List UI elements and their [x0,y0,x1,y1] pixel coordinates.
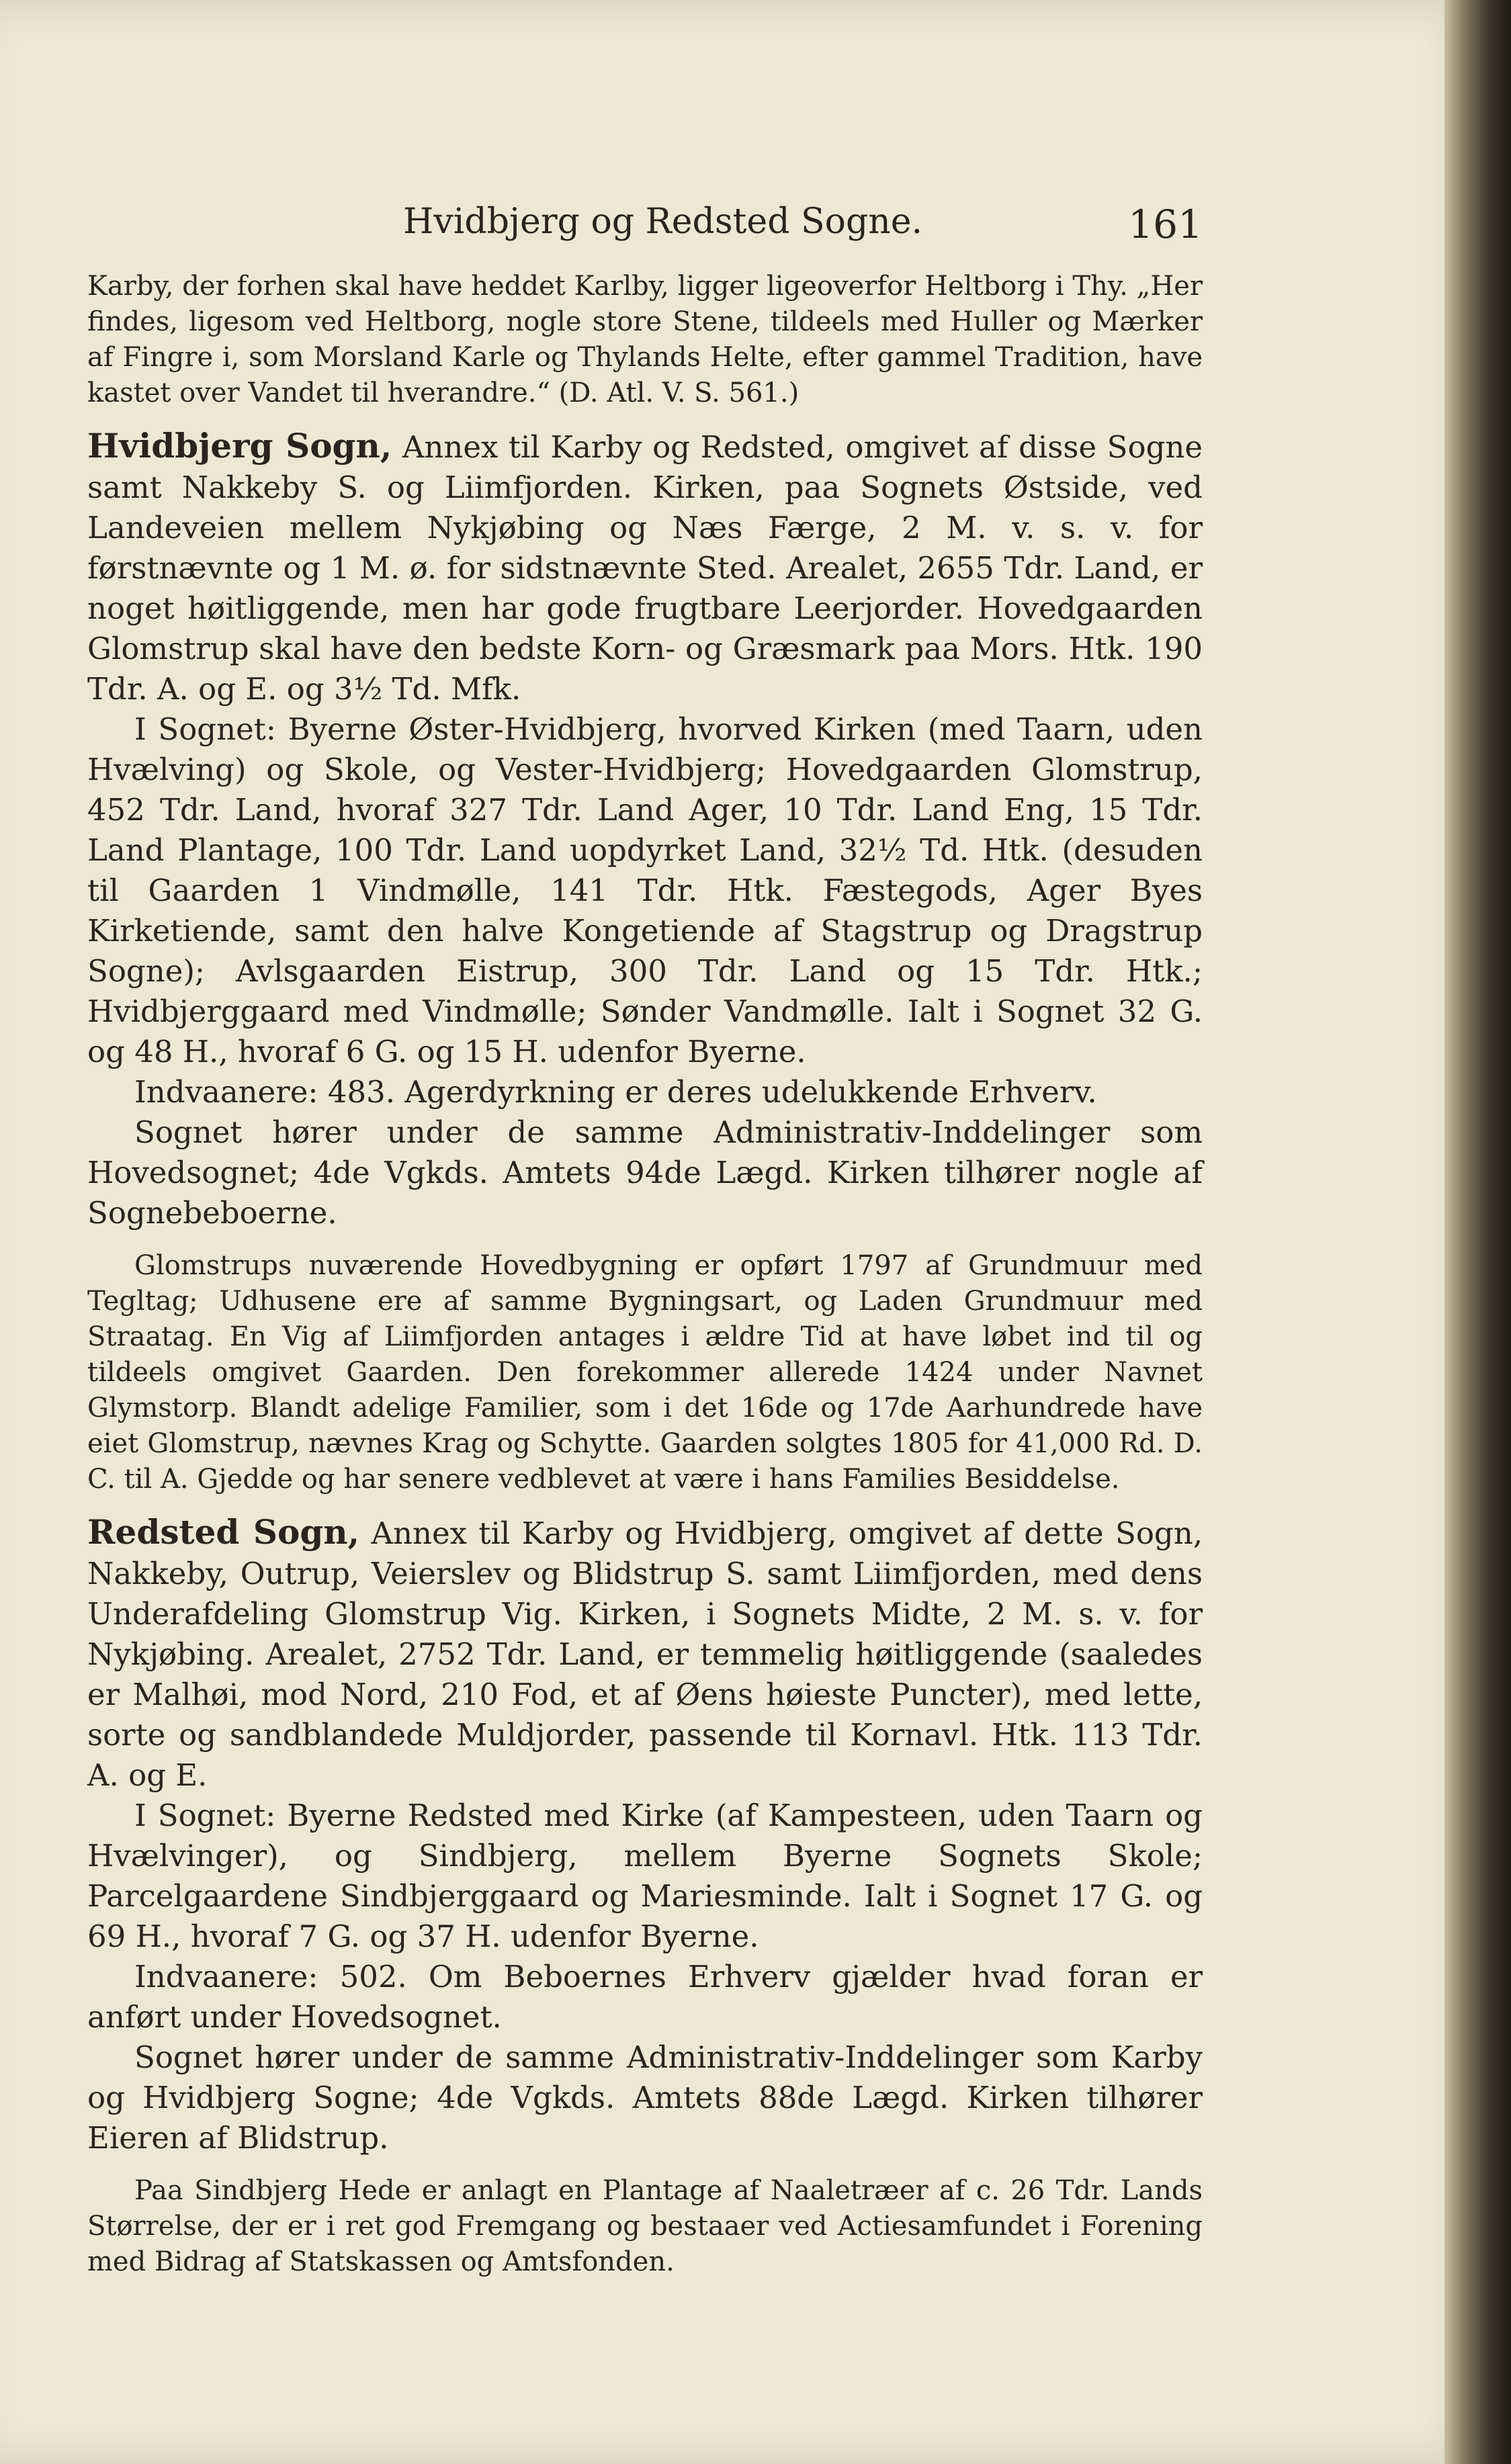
hvidbjerg-paragraph-3: Indvaanere: 483. Agerdyrkning er deres udelukkende Erhverv. [134,1074,1097,1110]
redsted-paragraph-1 [87,1512,1203,1796]
page-header [87,202,1203,255]
hvidbjerg-footnote: Glomstrups nuværende Hovedbygning er opført 1797 af Grundmuur med Tegltag; Udhusene ere af samme Bygningsart, og Laden Grundmuur med Straatag. En Vig af Liimfjorden antages i ældre Tid at have løbet ind til og tildeels omgivet Gaarden. Den forekommer allerede 1424 under Navnet Glymstorp. Blandt adelige Familier, som i det 16de og 17de Aarhundrede have eiet Glomstrup, nævnes Krag og Schytte. Gaarden solgtes 1805 for 41,000 Rd. D. C. til A. Gjedde og har senere vedblevet at være i hans Families Besiddelse. [87,1250,1203,1495]
redsted-paragraph-3: Indvaanere: 502. Om Beboernes Erhverv gjælder hvad foran er anført under Hovedsognet. [87,1959,1203,2035]
redsted-footnote: Paa Sindbjerg Hede er anlagt en Plantage af Naaletræer af c. 26 Tdr. Lands Størrelse, der er i ret god Fremgang og bestaaer ved Actiesamfundet i Forening med Bidrag af Statskassen og Amtsfonden. [87,2175,1203,2277]
book-spine-edge [1444,0,1511,2464]
redsted-paragraph-4: Sognet hører under de samme Administrativ-Inddelinger som Karby og Hvidbjerg Sogne; 4de Vgkds. Amtets 88de Lægd. Kirken tilhører Eieren af Blidstrup. [87,2039,1203,2156]
redsted-intro: Annex til Karby og Hvidbjerg, omgivet af dette Sogn, Nakkeby, Outrup, Veierslev og Blidstrup S. samt Liimfjorden, med dens Underafdeling Glomstrup Vig. Kirken, i Sognets Midte, 2 M. s. v. for Nykjøbing. Arealet, 2752 Tdr. Land, er temmelig høitliggende (saaledes er Malhøi, mod Nord, 210 Fod, et af Øens høieste Puncter), med lette, sorte og sandblandede Muldjorder, passende til Kornavl. Htk. 113 Tdr. A. og E. [87,1515,1203,1793]
hvidbjerg-lemma: Hvidbjerg Sogn, [87,426,392,466]
redsted-lemma: Redsted Sogn, [87,1512,360,1552]
top-footnote: Karby, der forhen skal have heddet Karlby, ligger ligeoverfor Heltborg i Thy. „Her findes, ligesom ved Heltborg, nogle store Stene, tildeels med Huller og Mærker af Fingre i, som Morsland Karle og Thylands Helte, efter gammel Tradition, have kastet over Vandet til hverandre.“ (D. Atl. V. S. 561.) [87,271,1203,408]
hvidbjerg-paragraph-2: I Sognet: Byerne Øster-Hvidbjerg, hvorved Kirken (med Taarn, uden Hvælving) og Skole, og Vester-Hvidbjerg; Hovedgaarden Glomstrup, 452 Tdr. Land, hvoraf 327 Tdr. Land Ager, 10 Tdr. Land Eng, 15 Tdr. Land Plantage, 100 Tdr. Land uopdyrket Land, 32½ Td. Htk. (desuden til Gaarden 1 Vindmølle, 141 Tdr. Htk. Fæstegods, Ager Byes Kirketiende, samt den halve Kongetiende af Stagstrup og Dragstrup Sogne); Avlsgaarden Eistrup, 300 Tdr. Land og 15 Tdr. Htk.; Hvidbjerggaard med Vindmølle; Sønder Vandmølle. Ialt i Sognet 32 G. og 48 H., hvoraf 6 G. og 15 H. udenfor Byerne. [87,711,1203,1069]
hvidbjerg-paragraph-1 [87,426,1203,709]
redsted-paragraph-2: I Sognet: Byerne Redsted med Kirke (af Kampesteen, uden Taarn og Hvælvinger), og Sindbjerg, mellem Byerne Sognets Skole; Parcelgaardene Sindbjerggaard og Mariesminde. Ialt i Sognet 17 G. og 69 H., hvoraf 7 G. og 37 H. udenfor Byerne. [87,1798,1203,1954]
running-title: Hvidbjerg og Redsted Sogne. [403,202,923,242]
hvidbjerg-paragraph-4: Sognet hører under de samme Administrativ-Inddelinger som Hovedsognet; 4de Vgkds. Amtets 94de Lægd. Kirken tilhører nogle af Sognebeboerne. [87,1114,1203,1231]
page-number: 161 [1128,202,1203,247]
page-text [87,269,1203,2280]
hvidbjerg-intro: Annex til Karby og Redsted, omgivet af disse Sogne samt Nakkeby S. og Liimfjorden. Kirken, paa Sognets Østside, ved Landeveien mellem Nykjøbing og Næs Færge, 2 M. v. s. v. for førstnævnte og 1 M. ø. for sidstnævnte Sted. Arealet, 2655 Tdr. Land, er noget høitliggende, men har gode frugtbare Leerjorder. Hovedgaarden Glomstrup skal have den bedste Korn- og Græsmark paa Mors. Htk. 190 Tdr. A. og E. og 3½ Td. Mfk. [87,429,1203,707]
